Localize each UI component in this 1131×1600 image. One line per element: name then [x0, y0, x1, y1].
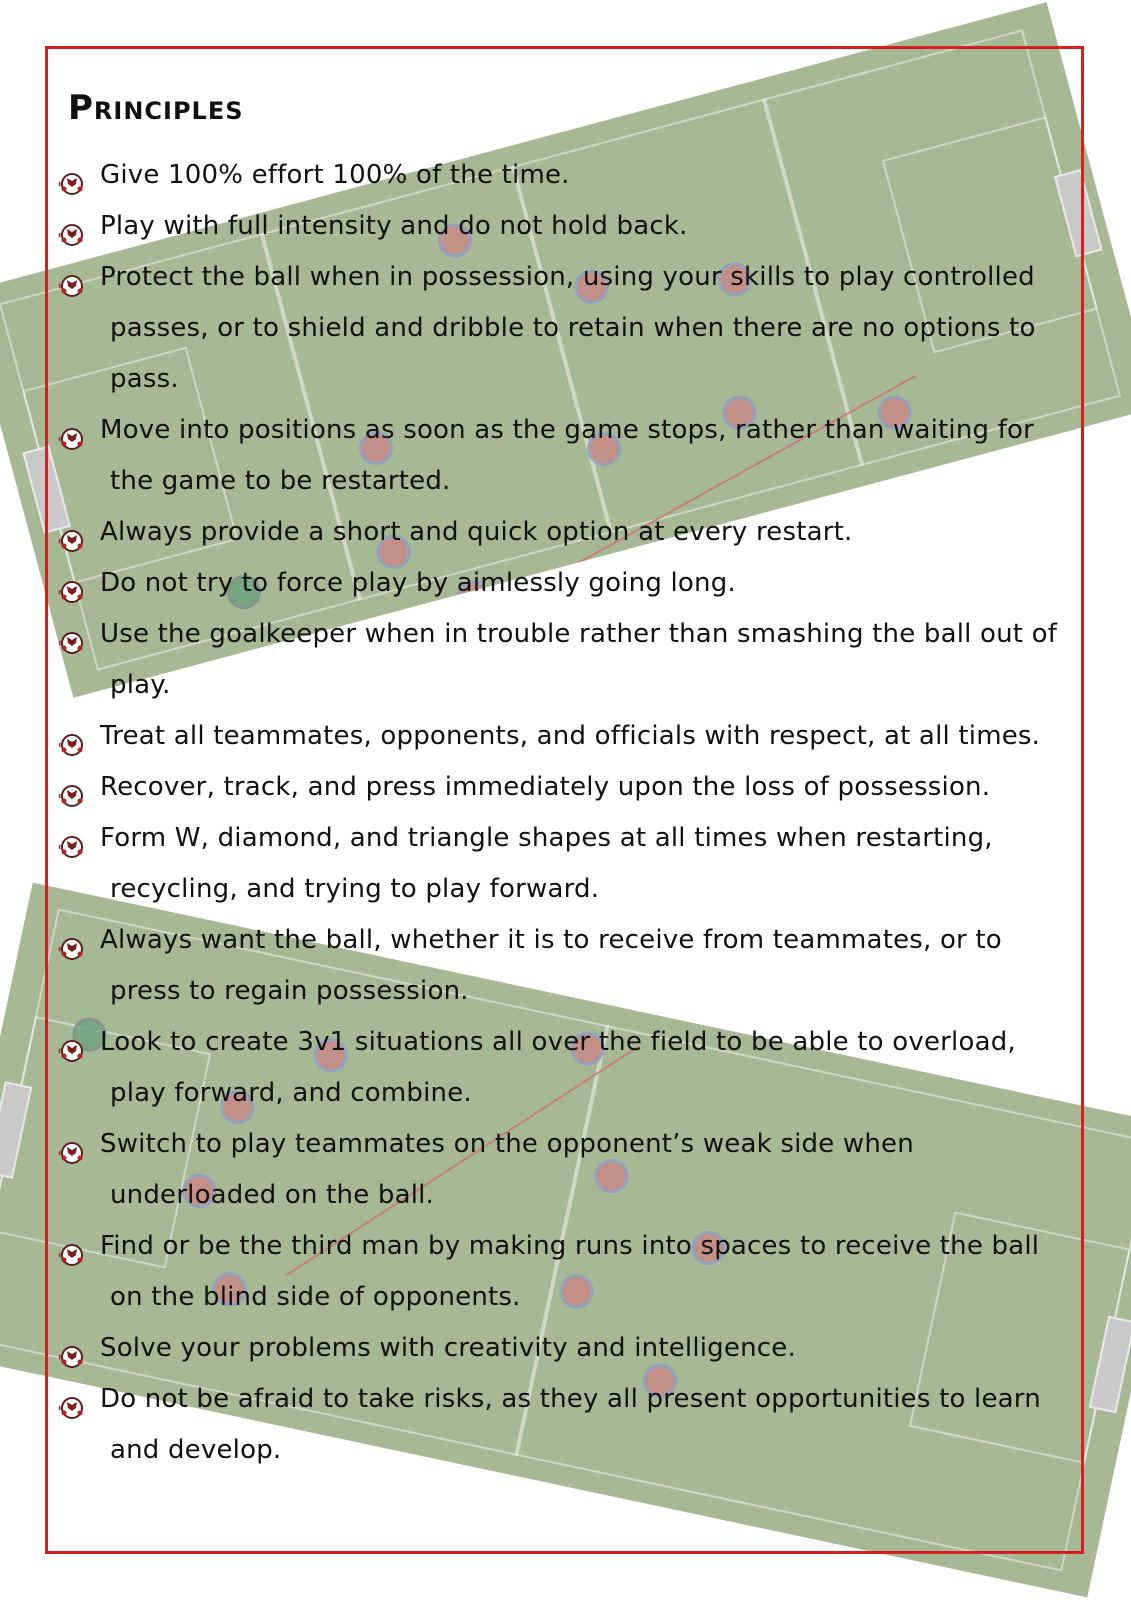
principle-text: Do not be afraid to take risks, as they all present opportunities to learn and develop.: [100, 1384, 1041, 1465]
principle-item: [68, 1221, 1068, 1323]
principle-item: [68, 813, 1068, 915]
principle-item: [68, 558, 1068, 609]
principle-text: Play with full intensity and do not hold back.: [100, 211, 688, 241]
principle-item: [68, 405, 1068, 507]
soccer-ball-icon: [68, 163, 96, 187]
principle-item: [68, 507, 1068, 558]
principle-text: Do not try to force play by aimlessly going long.: [100, 568, 736, 598]
principle-item: [68, 1017, 1068, 1119]
principle-item: [68, 609, 1068, 711]
soccer-ball-icon: [68, 571, 96, 595]
principle-text: Give 100% effort 100% of the time.: [100, 160, 570, 190]
principle-text: Find or be the third man by making runs into spaces to receive the ball on the blind side of opponents.: [100, 1231, 1040, 1312]
soccer-ball-icon: [68, 418, 96, 442]
soccer-ball-icon: [68, 214, 96, 238]
principle-text: Treat all teammates, opponents, and officials with respect, at all times.: [100, 721, 1041, 751]
soccer-ball-icon: [68, 1336, 96, 1360]
principle-text: Move into positions as soon as the game stops, rather than waiting for the game to be restarted.: [100, 415, 1035, 496]
principle-text: Solve your problems with creativity and intelligence.: [100, 1333, 796, 1363]
soccer-ball-icon: [68, 1030, 96, 1054]
principle-text: Protect the ball when in possession, using your skills to play controlled passes, or to shield and dribble to retain when there are no options to pass.: [100, 262, 1036, 394]
soccer-ball-icon: [68, 1234, 96, 1258]
principle-item: [68, 915, 1068, 1017]
soccer-ball-icon: [68, 928, 96, 952]
principle-item: [68, 252, 1068, 405]
principle-text: Switch to play teammates on the opponent’s weak side when underloaded on the ball.: [100, 1129, 914, 1210]
page-title: Principles: [68, 88, 244, 128]
soccer-ball-icon: [68, 622, 96, 646]
principle-item: [68, 762, 1068, 813]
soccer-ball-icon: [68, 1132, 96, 1156]
principle-text: Form W, diamond, and triangle shapes at all times when restarting, recycling, and trying to play forward.: [100, 823, 993, 904]
principle-item: [68, 711, 1068, 762]
principle-text: Use the goalkeeper when in trouble rather than smashing the ball out of play.: [100, 619, 1058, 700]
principles-section: [68, 88, 1068, 1476]
principle-text: Look to create 3v1 situations all over the field to be able to overload, play forward, and combine.: [100, 1027, 1016, 1108]
principle-text: Always want the ball, whether it is to receive from teammates, or to press to regain possession.: [100, 925, 1002, 1006]
soccer-ball-icon: [68, 1387, 96, 1411]
principle-item: [68, 1374, 1068, 1476]
principle-text: Always provide a short and quick option at every restart.: [100, 517, 853, 547]
soccer-ball-icon: [68, 826, 96, 850]
soccer-ball-icon: [68, 265, 96, 289]
soccer-ball-icon: [68, 520, 96, 544]
soccer-ball-icon: [68, 775, 96, 799]
principle-item: [68, 1119, 1068, 1221]
principle-item: [68, 201, 1068, 252]
principle-item: [68, 150, 1068, 201]
principle-text: Recover, track, and press immediately upon the loss of possession.: [100, 772, 991, 802]
soccer-ball-icon: [68, 724, 96, 748]
principle-item: [68, 1323, 1068, 1374]
principles-list: [68, 150, 1068, 1476]
